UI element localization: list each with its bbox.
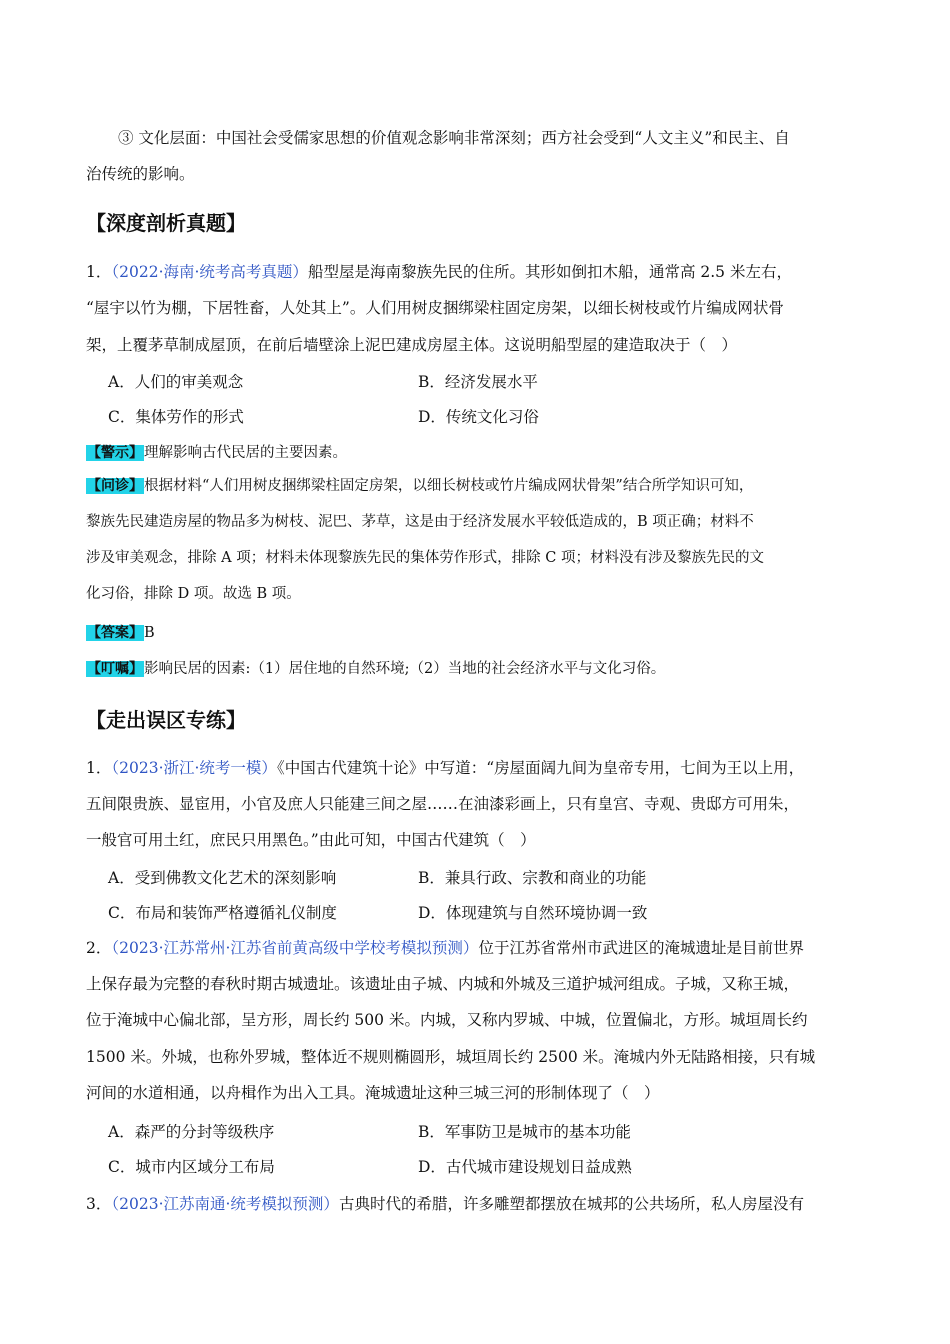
p1-stem-line-3: 一般官可用土红，庶民只用黑色。”由此可知，中国古代建筑（ ）	[86, 831, 536, 849]
answer-tag: 【答案】	[87, 625, 143, 641]
q1-number: 1．	[86, 263, 112, 281]
q1-option-b: B．经济发展水平	[418, 373, 538, 391]
diagnosis-line-2: 黎族先民建造房屋的物品多为树枝、泥巴、茅草，这是由于经济发展水平较低造成的，B 项正确；材料不	[86, 514, 754, 530]
diagnosis-line-1: 根据材料“人们用树皮捆绑梁柱固定房架，以细长树枝或竹片编成网状骨架”结合所学知识可知，	[144, 478, 754, 494]
q1-hint	[86, 441, 347, 462]
culture-note-line-2: 治传统的影响。	[86, 165, 195, 183]
reminder-tag: 【叮嘱】	[87, 661, 143, 677]
p2-option-d: D．古代城市建设规划日益成熟	[418, 1158, 632, 1176]
q1-option-d: D．传统文化习俗	[418, 408, 539, 426]
diagnosis-line-4: 化习俗，排除 D 项。故选 B 项。	[86, 586, 301, 602]
culture-note-line-1: ③ 文化层面：中国社会受儒家思想的价值观念影响非常深刻；西方社会受到“人文主义”和民主、自	[118, 129, 790, 147]
p2-option-b: B．军事防卫是城市的基本功能	[418, 1123, 631, 1141]
section-heading-deep-analysis: 【深度剖析真题】	[86, 211, 246, 235]
p2-stem-line-4: 1500 米。外城，也称外罗城，整体近不规则椭圆形，城垣周长约 2500 米。淹城内外无陆路相接，只有城	[86, 1048, 816, 1066]
p2-number: 2．	[86, 939, 112, 957]
p1-stem-line-1	[86, 756, 804, 778]
p1-option-a: A．受到佛教文化艺术的深刻影响	[108, 869, 337, 887]
p3-source: （2023·江苏南通·统考模拟预测）	[111, 1195, 339, 1213]
diagnosis-tag: 【问诊】	[87, 478, 143, 494]
p1-stem-line-2: 五间限贵族、显宦用，小官及庶人只能建三间之屋……在油漆彩画上，只有皇宫、寺观、贵邸方可用朱，	[86, 795, 800, 813]
p1-stem-1: 《中国古代建筑十论》中写道：“房屋面阔九间为皇帝专用，七间为王以上用，	[276, 759, 805, 777]
diagnosis-line-3: 涉及审美观念，排除 A 项；材料未体现黎族先民的集体劳作形式，排除 C 项；材料没有涉及黎族先民的文	[86, 550, 764, 566]
q1-option-a: A．人们的审美观念	[108, 373, 244, 391]
p2-source: （2023·江苏常州·江苏省前黄高级中学校考模拟预测）	[111, 939, 479, 957]
p3-stem-line-1	[86, 1192, 804, 1214]
p1-option-c: C．布局和装饰严格遵循礼仪制度	[108, 904, 337, 922]
q1-source: （2022·海南·统考高考真题）	[111, 263, 308, 281]
p2-option-a: A．森严的分封等级秩序	[108, 1123, 275, 1141]
q1-option-c: C．集体劳作的形式	[108, 408, 244, 426]
section-heading-practice: 【走出误区专练】	[86, 708, 246, 732]
p2-stem-line-1	[86, 936, 804, 958]
p1-source: （2023·浙江·统考一模）	[111, 759, 277, 777]
hint-text: 理解影响古代民居的主要因素。	[144, 445, 347, 461]
q1-stem-line-3: 架，上覆茅草制成屋顶，在前后墙壁涂上泥巴建成房屋主体。这说明船型屋的建造取决于（ ）	[86, 336, 738, 354]
q1-stem-1: 船型屋是海南黎族先民的住所。其形如倒扣木船，通常高 2.5 米左右，	[307, 263, 792, 281]
p2-stem-line-5: 河间的水道相通，以舟楫作为出入工具。淹城遗址这种三城三河的形制体现了（ ）	[86, 1084, 660, 1102]
q1-diagnosis	[86, 468, 866, 612]
p3-number: 3．	[86, 1195, 112, 1213]
p2-option-c: C．城市内区域分工布局	[108, 1158, 275, 1176]
p1-option-b: B．兼具行政、宗教和商业的功能	[418, 869, 647, 887]
p2-stem-line-2: 上保存最为完整的春秋时期古城遗址。该遗址由子城、内城和外城及三道护城河组成。子城，又称王城，	[86, 975, 800, 993]
q1-reminder	[86, 657, 665, 678]
q1-stem-line-2: “屋宇以竹为棚，下居牲畜，人处其上”。人们用树皮捆绑梁柱固定房架，以细长树枝或竹片编成网状骨	[86, 299, 784, 317]
hint-tag: 【警示】	[87, 445, 143, 461]
p1-number: 1．	[86, 759, 112, 777]
answer-value: B	[144, 625, 155, 641]
q1-answer	[86, 622, 155, 642]
p3-stem-1: 古典时代的希腊，许多雕塑都摆放在城邦的公共场所，私人房屋没有	[338, 1195, 804, 1213]
p2-stem-line-3: 位于淹城中心偏北部，呈方形，周长约 500 米。内城，又称内罗城、中城，位置偏北，方形。城垣周长约	[86, 1011, 808, 1029]
p1-option-d: D．体现建筑与自然环境协调一致	[418, 904, 648, 922]
reminder-text: 影响民居的因素:（1）居住地的自然环境;（2）当地的社会经济水平与文化习俗。	[144, 661, 666, 677]
p2-stem-1: 位于江苏省常州市武进区的淹城遗址是目前世界	[478, 939, 804, 957]
q1-stem-line-1	[86, 260, 792, 282]
